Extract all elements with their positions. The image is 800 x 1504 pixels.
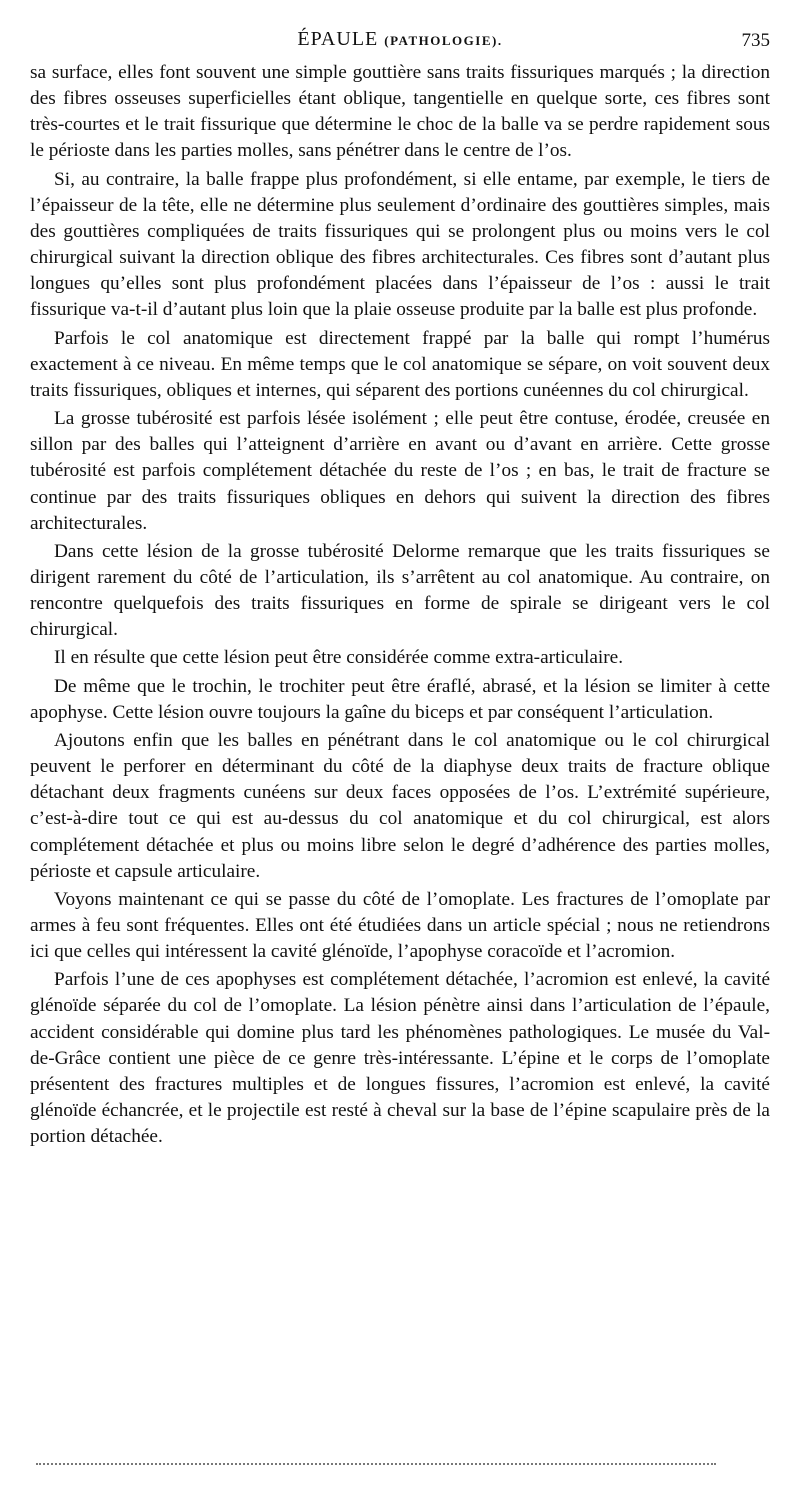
paragraph-1: sa surface, elles font souvent une simple gouttière sans traits fissuriques marqués ; la direction des fibres osseuses superficielles étant oblique, tangentielle en quelque sorte, ces fibres sont très-courtes et le trait fissurique que détermine le choc de la balle va se perdre rapidement sous le périoste dans les parties molles, sans pénétrer dans le centre de l’os. (30, 62, 770, 162)
paragraph-7: De même que le trochin, le trochiter peut être éraflé, abrasé, et la lésion se limiter à cette apophyse. Cette lésion ouvre toujours la gaîne du biceps et par conséquent l’articulation. (30, 675, 770, 723)
paragraph-5: Dans cette lésion de la grosse tubérosité Delorme remarque que les traits fissuriques se dirigent rarement du côté de l’articulation, ils s’arrêtent au col anatomique. Au contraire, on rencontre quelquefois des traits fissuriques en forme de spirale se dirigeant vers le col chirurgical. (30, 540, 770, 641)
paragraph-2: Si, au contraire, la balle frappe plus profondément, si elle entame, par exemple, le tiers de l’épaisseur de la tête, elle ne détermine plus seulement d’ordinaire des gouttières simples, mais des gouttières compliquées de traits fissuriques qui se prolongent plus ou moins vers le col chirurgical suivant la direction oblique des fibres architecturales. Ces fibres sont d’autant plus longues qu’elles sont plus profondément placées dans l’épaisseur de l’os : aussi le trait fissurique va-t-il d’autant plus loin que la plaie osseuse produite par la balle est plus profonde. (30, 168, 770, 321)
running-title (30, 28, 770, 51)
paragraph-3: Parfois le col anatomique est directement frappé par la balle qui rompt l’humérus exactement à ce niveau. En même temps que le col anatomique se sépare, on voit souvent deux traits fissuriques, obliques et internes, qui séparent des portions cunéennes du col chirurgical. (30, 327, 770, 401)
page-number: 735 (741, 30, 770, 51)
running-title-main: ÉPAULE (297, 28, 379, 50)
page-header (30, 28, 770, 60)
paragraph-10: Parfois l’une de ces apophyses est complétement détachée, l’acromion est enlevé, la cavité glénoïde séparée du col de l’omoplate. La lésion pénètre ainsi dans l’articulation de l’épaule, accident considérable qui domine plus tard les phénomènes pathologiques. Le musée du Val-de-Grâce contient une pièce de ce genre très-intéressante. L’épine et le corps de l’omoplate présentent des fractures multiples et de longues fissures, l’acromion est enlevé, la cavité glénoïde échancrée, et le projectile est resté à cheval sur la base de l’épine scapulaire près de la portion détachée. (30, 969, 770, 1148)
running-title-sub: (PATHOLOGIE). (384, 33, 503, 48)
paragraph-6: Il en résulte que cette lésion peut être considérée comme extra-articulaire. (54, 647, 624, 669)
paragraph-4: La grosse tubérosité est parfois lésée isolément ; elle peut être contuse, érodée, creusée en sillon par des balles qui l’atteignent d’arrière en avant ou d’avant en arrière. Cette grosse tubérosité est parfois complétement détachée du reste de l’os ; en bas, le trait de fracture se continue par des traits fissuriques obliques en dehors qui suivent la direction des fibres architecturales. (30, 408, 770, 534)
paragraph-8: Ajoutons enfin que les balles en pénétrant dans le col anatomique ou le col chirurgical peuvent le perforer en déterminant du côté de la diaphyse deux traits de fracture oblique détachant deux fragments cunéens sur deux faces opposées de l’os. L’extrémité supérieure, c’est-à-dire tout ce qui est au-dessus du col anatomique et du col chirurgical, est alors complétement détachée et plus ou moins libre selon le degré d’adhérence des parties molles, périoste et capsule articulaire. (30, 729, 770, 882)
paragraph-9: Voyons maintenant ce qui se passe du côté de l’omoplate. Les fractures de l’omoplate par armes à feu sont fréquentes. Elles ont été étudiées dans un article spécial ; nous ne retiendrons ici que celles qui intéressent la cavité glénoïde, l’apophyse coracoïde et l’acromion. (30, 888, 770, 963)
footer-divider (36, 1463, 716, 1465)
page-body (30, 60, 770, 1150)
book-page (30, 28, 770, 1152)
